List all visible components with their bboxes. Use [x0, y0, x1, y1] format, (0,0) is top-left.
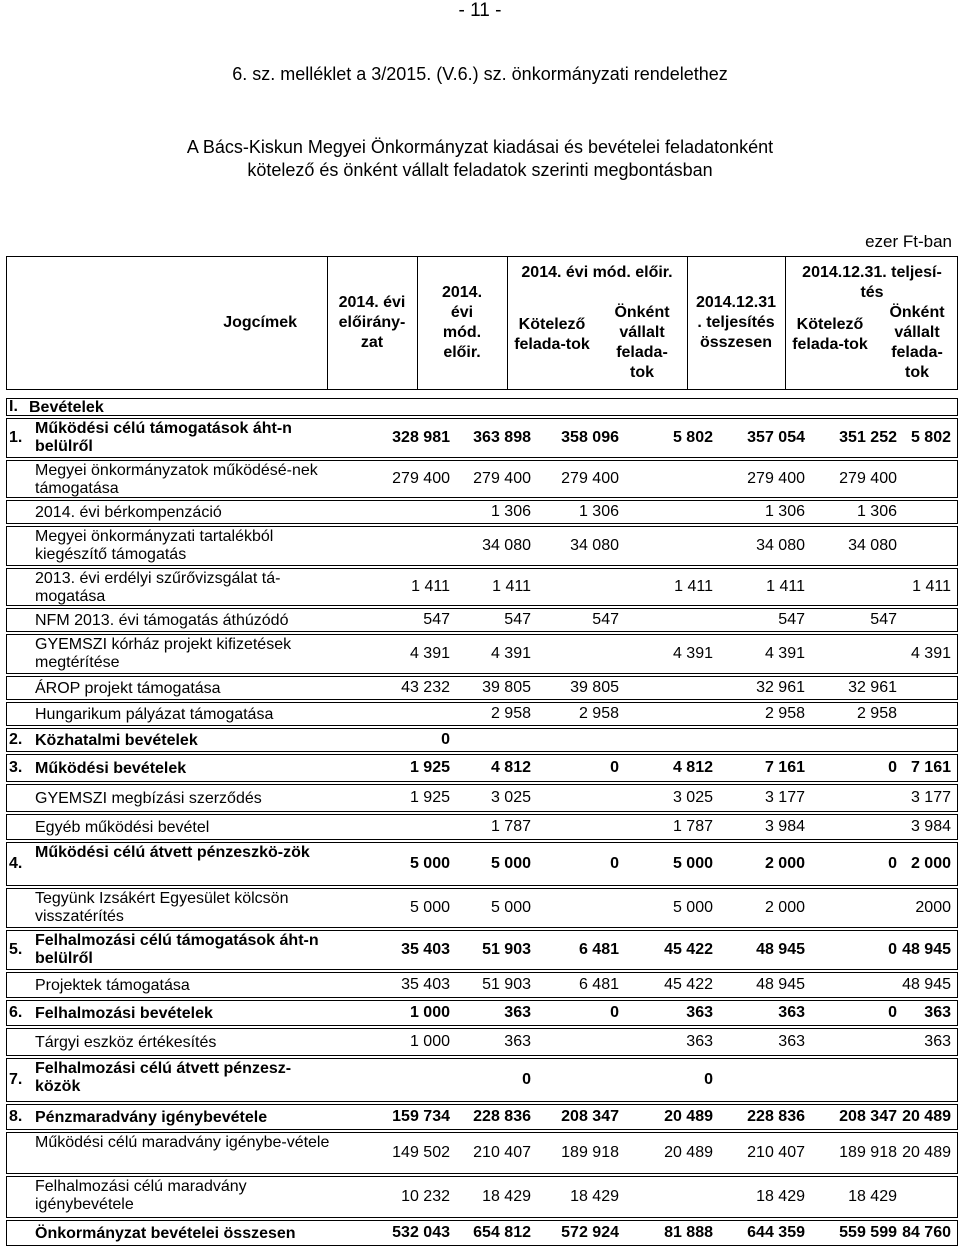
value-mod-eloir: 1 787 [490, 818, 531, 835]
header-mod-kotelezo: Kötelező felada-tok [514, 316, 590, 353]
row-label: NFM 2013. évi támogatás áthúzódó [35, 612, 289, 629]
row-label: Tárgyi eszköz értékesítés [35, 1034, 217, 1051]
row-label: Megyei önkormányzatok működésé-nek támogatása [35, 462, 318, 497]
value-telj-kotelezo: 32 961 [848, 679, 897, 696]
row-label: Egyéb működési bevétel [35, 819, 210, 836]
value-mod-eloir: 1 411 [492, 578, 531, 595]
table-row [6, 1176, 958, 1218]
value-mod-eloir: 34 080 [482, 537, 531, 554]
value-teljesites-osszesen: 279 400 [747, 470, 805, 487]
table-row [6, 784, 958, 812]
value-teljesites-osszesen: 2 000 [764, 899, 805, 916]
value-eloiranyzat: 1 925 [409, 759, 450, 776]
table-row [6, 1220, 958, 1246]
value-mod-kotelezo: 2 958 [578, 705, 619, 722]
value-mod-kotelezo: 0 [610, 759, 619, 776]
row-label: Hungarikum pályázat támogatása [35, 706, 274, 723]
value-mod-kotelezo: 0 [610, 855, 619, 872]
document-title-line-1: A Bács-Kiskun Megyei Önkormányzat kiadásai és bevételei feladatonként [186, 137, 774, 157]
header-jogcimek: Jogcímek [223, 314, 297, 331]
value-telj-kotelezo: 18 429 [848, 1188, 897, 1205]
value-mod-eloir: 547 [504, 611, 531, 628]
row-label: Működési célú maradvány igénybe-vétele [35, 1134, 330, 1151]
table-row [6, 418, 958, 458]
row-label: Működési bevételek [35, 760, 187, 777]
value-eloiranyzat: 532 043 [392, 1224, 450, 1241]
value-mod-onkent: 3 025 [672, 789, 713, 806]
value-mod-onkent: 20 489 [664, 1108, 713, 1125]
table-row [6, 814, 958, 840]
row-number: 1. [9, 429, 23, 446]
value-mod-eloir: 1 306 [490, 503, 531, 520]
value-mod-eloir: 39 805 [482, 679, 531, 696]
value-mod-kotelezo: 6 481 [578, 941, 619, 958]
value-telj-kotelezo: 0 [888, 759, 897, 776]
value-telj-kotelezo: 351 252 [839, 429, 897, 446]
value-mod-eloir: 2 958 [490, 705, 531, 722]
value-telj-onkent: 3 177 [910, 789, 951, 806]
value-telj-kotelezo: 189 918 [839, 1144, 897, 1161]
value-mod-eloir: 51 903 [482, 941, 531, 958]
value-teljesites-osszesen: 644 359 [747, 1224, 805, 1241]
value-eloiranyzat: 1 000 [409, 1033, 450, 1050]
value-mod-onkent: 1 787 [672, 818, 713, 835]
value-mod-kotelezo: 6 481 [578, 976, 619, 993]
value-eloiranyzat: 0 [441, 731, 450, 748]
value-telj-onkent: 20 489 [902, 1144, 951, 1161]
value-teljesites-osszesen: 363 [778, 1004, 805, 1021]
row-label: 2014. évi bérkompenzáció [35, 504, 222, 521]
value-telj-onkent: 7 161 [910, 759, 951, 776]
row-number: 3. [9, 759, 23, 776]
value-telj-kotelezo: 559 599 [839, 1224, 897, 1241]
table-row [6, 676, 958, 700]
value-telj-onkent: 363 [924, 1033, 951, 1050]
value-eloiranyzat: 328 981 [392, 429, 450, 446]
value-mod-onkent: 4 812 [672, 759, 713, 776]
value-teljesites-osszesen: 2 000 [764, 855, 805, 872]
value-telj-onkent: 48 945 [902, 976, 951, 993]
header-group-teljesites: 2014.12.31. teljesí-tés [802, 264, 942, 301]
value-mod-onkent: 5 000 [672, 855, 713, 872]
table-row [6, 608, 958, 632]
value-telj-kotelezo: 34 080 [848, 537, 897, 554]
value-mod-eloir: 654 812 [473, 1224, 531, 1241]
table-row [6, 930, 958, 970]
value-teljesites-osszesen: 18 429 [756, 1188, 805, 1205]
value-eloiranyzat: 547 [423, 611, 450, 628]
value-mod-kotelezo: 0 [610, 1004, 619, 1021]
value-mod-kotelezo: 189 918 [561, 1144, 619, 1161]
value-eloiranyzat: 279 400 [392, 470, 450, 487]
row-label: Felhalmozási bevételek [35, 1005, 213, 1022]
header-teljesites-osszesen: 2014.12.31 . teljesítés összesen [695, 294, 777, 351]
table-row [6, 1058, 958, 1102]
table-row [6, 972, 958, 998]
value-mod-eloir: 228 836 [473, 1108, 531, 1125]
row-label: GYEMSZI kórház projekt kifizetések megtérítése [35, 636, 292, 671]
value-telj-onkent: 363 [924, 1004, 951, 1021]
value-mod-eloir: 363 898 [473, 429, 531, 446]
header-telj-kotelezo: Kötelező felada-tok [792, 316, 868, 353]
value-teljesites-osszesen: 3 984 [764, 818, 805, 835]
row-number: 8. [9, 1108, 23, 1125]
table-row [6, 1000, 958, 1026]
value-teljesites-osszesen: 32 961 [756, 679, 805, 696]
value-telj-kotelezo: 2 958 [856, 705, 897, 722]
annex-reference: 6. sz. melléklet a 3/2015. (V.6.) sz. önkormányzati rendelethez [232, 64, 728, 84]
value-teljesites-osszesen: 210 407 [747, 1144, 805, 1161]
value-eloiranyzat: 35 403 [401, 976, 450, 993]
value-mod-kotelezo: 279 400 [561, 470, 619, 487]
value-teljesites-osszesen: 34 080 [756, 537, 805, 554]
value-mod-eloir: 363 [504, 1033, 531, 1050]
table-row [6, 888, 958, 928]
value-eloiranyzat: 5 000 [409, 899, 450, 916]
value-telj-onkent: 2 000 [910, 855, 951, 872]
value-mod-eloir: 18 429 [482, 1188, 531, 1205]
value-mod-eloir: 3 025 [490, 789, 531, 806]
value-eloiranyzat: 10 232 [401, 1188, 450, 1205]
value-eloiranyzat: 149 502 [392, 1144, 450, 1161]
value-mod-onkent: 363 [686, 1004, 713, 1021]
value-mod-eloir: 363 [504, 1004, 531, 1021]
value-eloiranyzat: 1 925 [409, 789, 450, 806]
row-label: Projektek támogatása [35, 977, 190, 994]
value-teljesites-osszesen: 547 [778, 611, 805, 628]
row-number: 7. [9, 1071, 23, 1088]
table-row [6, 500, 958, 524]
value-teljesites-osszesen: 48 945 [756, 976, 805, 993]
row-number: 5. [9, 941, 23, 958]
table-row [6, 634, 958, 674]
row-label: Működési célú átvett pénzeszkö-zök [35, 844, 310, 861]
value-telj-onkent: 48 945 [902, 941, 951, 958]
value-telj-onkent: 2000 [915, 899, 951, 916]
value-eloiranyzat: 1 411 [411, 578, 450, 595]
table-row [6, 526, 958, 566]
value-mod-kotelezo: 1 306 [578, 503, 619, 520]
value-teljesites-osszesen: 1 306 [764, 503, 805, 520]
value-mod-onkent: 0 [704, 1071, 713, 1088]
value-mod-eloir: 51 903 [482, 976, 531, 993]
unit-label: ezer Ft-ban [865, 232, 952, 251]
value-telj-kotelezo: 1 306 [856, 503, 897, 520]
value-telj-onkent: 3 984 [910, 818, 951, 835]
row-label: ÁROP projekt támogatása [35, 680, 221, 697]
row-label: 2013. évi erdélyi szűrővizsgálat tá-mogatása [35, 570, 281, 605]
row-number: 6. [9, 1004, 23, 1021]
row-label: GYEMSZI megbízási szerződés [35, 790, 262, 807]
value-mod-onkent: 5 802 [672, 429, 713, 446]
value-eloiranyzat: 159 734 [392, 1108, 450, 1125]
value-mod-kotelezo: 34 080 [570, 537, 619, 554]
value-mod-onkent: 363 [686, 1033, 713, 1050]
table-row [6, 1132, 958, 1174]
value-teljesites-osszesen: 7 161 [764, 759, 805, 776]
value-mod-kotelezo: 547 [592, 611, 619, 628]
table-row [6, 842, 958, 886]
value-eloiranyzat: 4 391 [409, 645, 450, 662]
value-telj-kotelezo: 208 347 [839, 1108, 897, 1125]
value-eloiranyzat: 5 000 [409, 855, 450, 872]
page-number: - 11 - [458, 0, 502, 21]
value-eloiranyzat: 43 232 [401, 679, 450, 696]
value-mod-onkent: 4 391 [672, 645, 713, 662]
header-mod-eloir: 2014. évi mód. előir. [441, 284, 483, 361]
value-telj-kotelezo: 0 [888, 1004, 897, 1021]
row-label: Közhatalmi bevételek [35, 732, 198, 749]
value-telj-kotelezo: 279 400 [839, 470, 897, 487]
value-mod-eloir: 5 000 [490, 855, 531, 872]
value-mod-eloir: 210 407 [473, 1144, 531, 1161]
row-label: Pénzmaradvány igénybevétele [35, 1109, 268, 1126]
header-eloiranyzat: 2014. évi előirány-zat [338, 294, 406, 351]
value-mod-eloir: 0 [522, 1071, 531, 1088]
row-label: Megyei önkormányzati tartalékból kiegészítő támogatás [35, 528, 274, 563]
value-mod-onkent: 45 422 [664, 941, 713, 958]
value-telj-kotelezo: 0 [888, 941, 897, 958]
row-label: Tegyünk Izsákért Egyesület kölcsön visszatérítés [35, 890, 289, 925]
value-teljesites-osszesen: 357 054 [747, 429, 805, 446]
row-number: I. [9, 398, 18, 415]
row-label: Bevételek [29, 399, 104, 416]
row-label: Önkormányzat bevételei összesen [35, 1225, 296, 1242]
value-teljesites-osszesen: 48 945 [756, 941, 805, 958]
value-mod-kotelezo: 572 924 [561, 1224, 619, 1241]
header-mod-onkent: Önként vállalt felada-tok [614, 304, 670, 381]
table-row [6, 1104, 958, 1130]
value-mod-onkent: 81 888 [664, 1224, 713, 1241]
value-telj-kotelezo: 547 [870, 611, 897, 628]
table-row [6, 1028, 958, 1056]
value-eloiranyzat: 35 403 [401, 941, 450, 958]
row-label: Felhalmozási célú átvett pénzesz-közök [35, 1060, 292, 1095]
row-label: Felhalmozási célú maradvány igénybevétele [35, 1178, 247, 1213]
row-label: Működési célú támogatások áht-n belülről [35, 420, 292, 455]
table-row [6, 398, 958, 416]
value-telj-kotelezo: 0 [888, 855, 897, 872]
value-mod-eloir: 279 400 [473, 470, 531, 487]
value-mod-onkent: 5 000 [672, 899, 713, 916]
table-row [6, 728, 958, 752]
value-telj-onkent: 4 391 [910, 645, 951, 662]
value-telj-onkent: 5 802 [910, 429, 951, 446]
value-mod-eloir: 4 812 [490, 759, 531, 776]
value-mod-onkent: 45 422 [664, 976, 713, 993]
table-header [6, 256, 958, 390]
value-mod-kotelezo: 18 429 [570, 1188, 619, 1205]
table-row [6, 568, 958, 606]
row-label: Felhalmozási célú támogatások áht-n belülről [35, 932, 319, 967]
value-eloiranyzat: 1 000 [409, 1004, 450, 1021]
document-title-line-2: kötelező és önként vállalt feladatok szerinti megbontásban [247, 160, 713, 180]
table-row [6, 754, 958, 782]
value-teljesites-osszesen: 3 177 [764, 789, 805, 806]
value-telj-onkent: 1 411 [912, 578, 951, 595]
value-mod-kotelezo: 358 096 [561, 429, 619, 446]
value-teljesites-osszesen: 1 411 [766, 578, 805, 595]
header-group-mod-eloir: 2014. évi mód. előir. [521, 264, 673, 281]
value-teljesites-osszesen: 2 958 [764, 705, 805, 722]
table-row [6, 702, 958, 726]
value-mod-eloir: 4 391 [490, 645, 531, 662]
value-mod-kotelezo: 39 805 [570, 679, 619, 696]
row-number: 4. [9, 855, 23, 872]
value-teljesites-osszesen: 4 391 [764, 645, 805, 662]
value-telj-onkent: 20 489 [902, 1108, 951, 1125]
value-mod-onkent: 20 489 [664, 1144, 713, 1161]
value-mod-onkent: 1 411 [674, 578, 713, 595]
value-teljesites-osszesen: 228 836 [747, 1108, 805, 1125]
header-telj-onkent: Önként vállalt felada-tok [889, 304, 945, 381]
value-telj-onkent: 84 760 [902, 1224, 951, 1241]
value-mod-eloir: 5 000 [490, 899, 531, 916]
value-mod-kotelezo: 208 347 [561, 1108, 619, 1125]
value-teljesites-osszesen: 363 [778, 1033, 805, 1050]
row-number: 2. [9, 731, 23, 748]
table-row [6, 460, 958, 498]
